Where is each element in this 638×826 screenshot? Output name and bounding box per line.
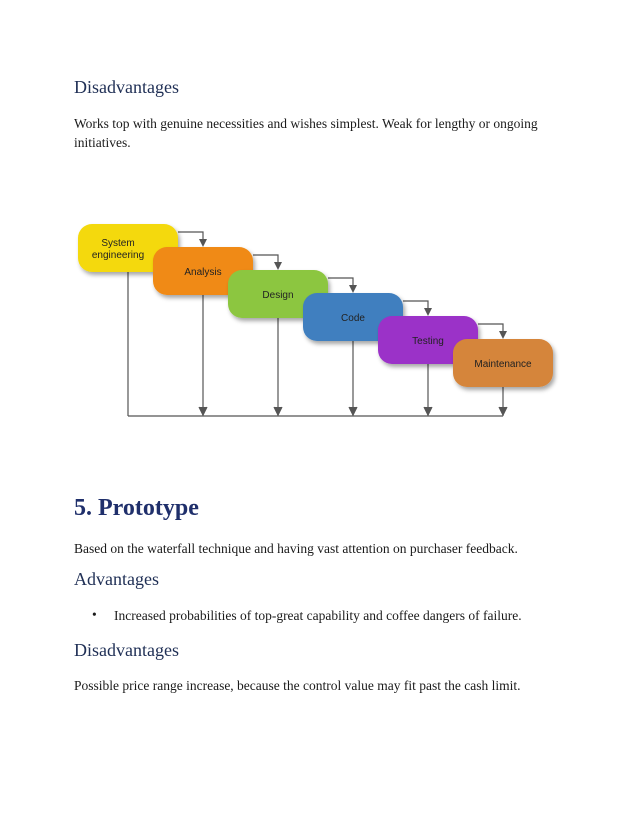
feedback-arrow	[199, 407, 207, 415]
forward-arrow	[349, 285, 357, 293]
stage-label: Analysis	[184, 267, 222, 278]
disadvantages-heading-2: Disadvantages	[74, 640, 179, 660]
forward-connector	[328, 278, 353, 291]
waterfall-diagram	[70, 218, 570, 423]
disadvantages-heading: Disadvantages	[74, 77, 179, 97]
forward-connector	[478, 324, 503, 337]
stage-label: System	[101, 238, 135, 249]
stage-label: engineering	[91, 250, 145, 261]
feedback-arrow	[349, 407, 357, 415]
forward-connector	[253, 255, 278, 268]
prototype-intro: Based on the waterfall technique and having vast attention on purchaser feedback.	[74, 541, 518, 556]
feedback-arrow	[499, 407, 507, 415]
list-item-text: Increased probabilities of top-great capability and coffee dangers of failure.	[114, 608, 522, 623]
list-item	[74, 608, 522, 624]
stage-label: Design	[262, 290, 294, 301]
forward-connector	[178, 232, 203, 245]
forward-arrow	[274, 262, 282, 270]
forward-arrow	[499, 331, 507, 339]
bullet-icon: •	[92, 607, 97, 622]
stage-label: Code	[341, 313, 365, 324]
forward-arrow	[424, 308, 432, 316]
feedback-arrow	[424, 407, 432, 415]
stage-label: Testing	[412, 336, 444, 347]
advantages-heading: Advantages	[74, 569, 159, 589]
disadvantages-text-2: Possible price range increase, because the control value may fit past the cash limit.	[74, 678, 521, 693]
prototype-heading: 5. Prototype	[74, 495, 199, 521]
forward-connector	[403, 301, 428, 314]
forward-arrow	[199, 239, 207, 247]
disadvantages-text: Works top with genuine necessities and wishes simplest. Weak for lengthy or ongoing initiatives.	[74, 116, 538, 150]
advantages-list	[74, 608, 522, 624]
stage-label: Maintenance	[474, 359, 532, 370]
feedback-arrow	[274, 407, 282, 415]
